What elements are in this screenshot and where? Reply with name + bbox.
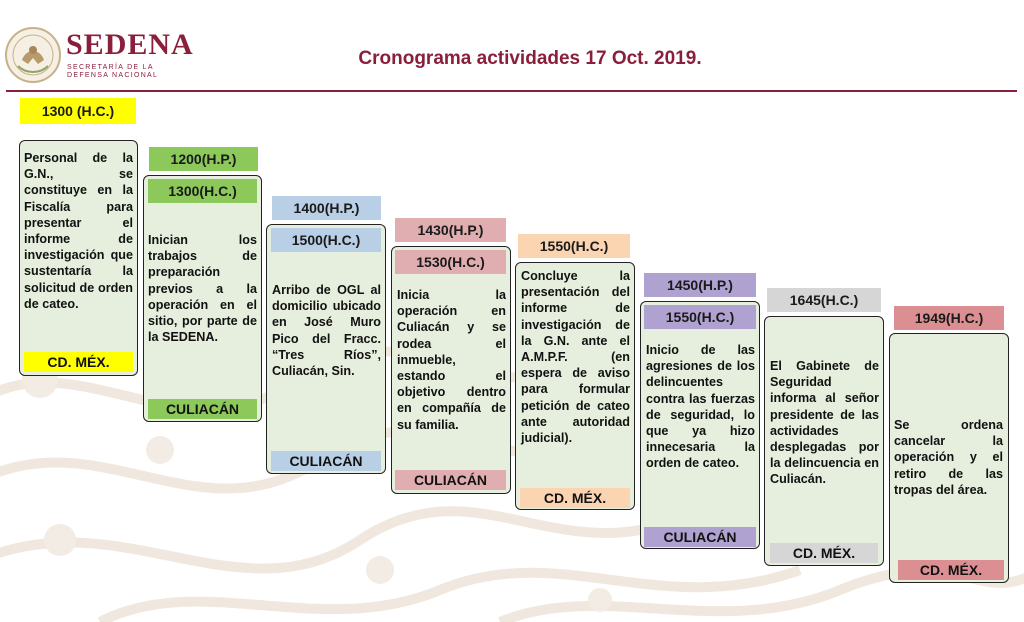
time-hp-tag: 1200(H.P.) bbox=[149, 147, 258, 171]
card-text: Inicia la operación en Culiacán y se rodea el inmueble, estando el objetivo dentro en compañía de su familia. bbox=[397, 288, 506, 432]
time-hc-tag: 1949(H.C.) bbox=[894, 306, 1004, 330]
time-hc-tag: 1500(H.C.) bbox=[271, 228, 381, 252]
logo-subtitle bbox=[67, 64, 197, 80]
time-hc-tag: 1300(H.C.) bbox=[148, 179, 257, 203]
time-hp-tag: 1450(H.P.) bbox=[644, 273, 756, 297]
location-tag: CULIACÁN bbox=[271, 451, 381, 471]
logo-name: SEDENA bbox=[66, 28, 194, 61]
card-text: Se ordena cancelar la operación y el retiro de las tropas del área. bbox=[894, 418, 1003, 497]
location-tag: CULIACÁN bbox=[148, 399, 257, 419]
card-text: Concluye la presentación del informe de investigación de la G.N. ante el A.M.P.F. (en espera de aviso para formular petición de cateo ante autoridad judicial). bbox=[521, 269, 630, 446]
location-tag: CD. MÉX. bbox=[898, 560, 1004, 580]
location-tag: CD. MÉX. bbox=[24, 352, 133, 372]
page-title: Cronograma actividades 17 Oct. 2019. bbox=[358, 48, 702, 69]
time-hc-tag: 1645(H.C.) bbox=[767, 288, 881, 312]
time-hp-tag: 1430(H.P.) bbox=[395, 218, 506, 242]
logo-subtitle-line-2: DEFENSA NACIONAL bbox=[67, 72, 159, 79]
header-divider bbox=[6, 90, 1017, 92]
location-tag: CD. MÉX. bbox=[770, 543, 878, 563]
card-text: El Gabinete de Seguridad informa al señor presidente de las actividades desplegadas por la delincuencia en Culiacán. bbox=[770, 359, 879, 487]
location-tag: CD. MÉX. bbox=[520, 488, 630, 508]
card-text: Personal de la G.N., se constituye en la Fiscalía para presentar el informe de investigación que sustentaría la solicitud de orden de cateo. bbox=[24, 151, 133, 311]
time-hc-tag: 1550(H.C.) bbox=[644, 305, 756, 329]
time-hc-tag: 1300 (H.C.) bbox=[20, 98, 136, 124]
location-tag: CULIACÁN bbox=[644, 527, 756, 547]
logo-subtitle-line-1: SECRETARÍA DE LA bbox=[67, 64, 154, 71]
time-hc-tag: 1530(H.C.) bbox=[395, 250, 506, 274]
time-hc-tag: 1550(H.C.) bbox=[518, 234, 630, 258]
card-text: Arribo de OGL al domicilio ubicado en José Muro Pico del Fracc. “Tres Ríos”, Culiacán, Sin. bbox=[272, 283, 381, 379]
card-text: Inician los trabajos de preparación previos a la operación en el sitio, por parte de la SEDENA. bbox=[148, 233, 257, 345]
location-tag: CULIACÁN bbox=[395, 470, 506, 490]
eagle-seal-icon bbox=[4, 26, 62, 84]
sedena-logo bbox=[4, 26, 214, 86]
card-text: Inicio de las agresiones de los delincuentes contra las fuerzas de seguridad, lo que ya hizo innecesaria la orden de cateo. bbox=[646, 343, 755, 471]
time-hp-tag: 1400(H.P.) bbox=[272, 196, 381, 220]
